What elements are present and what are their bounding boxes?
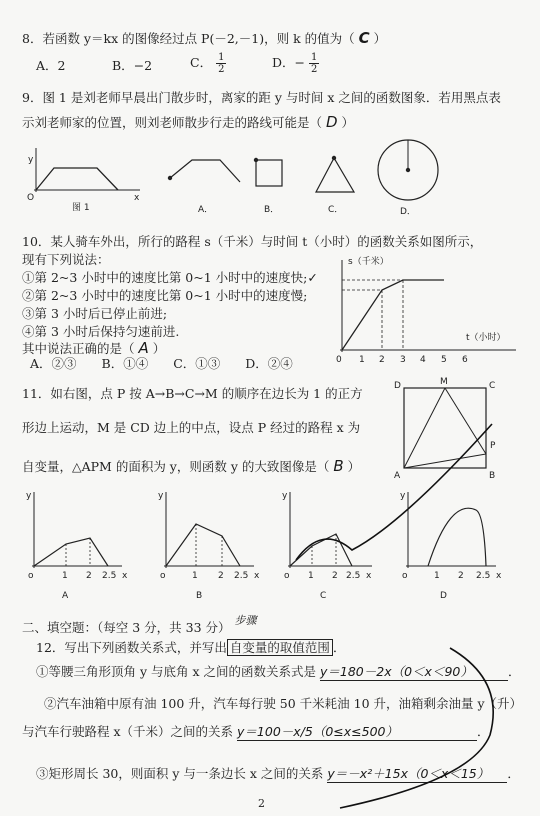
q11-graph-tick: 1 — [308, 571, 314, 581]
q11-graph-tick: o — [284, 571, 290, 581]
section2-title: 二、填空题：（每空 3 分，共 33 分） 步骤 — [22, 614, 257, 635]
q10-graph-xtick: 1 — [359, 355, 365, 365]
q11-graph-tick: 2.5 — [476, 571, 491, 581]
q9-fig1-y: y — [28, 155, 34, 165]
q12-item-2-line1: ②汽车油箱中原有油 100 升，汽车每行驶 50 千米耗油 10 升，油箱剩余油量 y（升） — [44, 696, 523, 711]
q11-option-label-d: D — [440, 591, 447, 601]
q11-graph-tick: o — [28, 571, 34, 581]
handwritten-curve — [300, 640, 520, 810]
q10-options: A．②③ B．①④ C．①③ D．②④ — [30, 356, 293, 371]
q11-option-label-b: B — [196, 591, 203, 601]
q10-line2: 现有下列说法： — [22, 252, 110, 267]
q8-answer: C — [358, 29, 370, 47]
q9-option-a-figure — [168, 160, 240, 215]
q10-graph-origin: 0 — [336, 355, 342, 365]
q8-option-a: A．2 — [36, 58, 66, 73]
q9-figures — [22, 140, 522, 220]
q8-stem: 8．若函数 y＝kx 的图像经过点 P(－2,－1)，则 k 的值为（ C ） — [22, 29, 387, 47]
q12-item-3: ③矩形周长 30，则面积 y 与一条边长 x 之间的关系 y＝－x²＋15x（0＜x＜15） ． — [36, 766, 520, 781]
q11-graph-tick: x — [122, 571, 128, 581]
q11-graph-tick: 1 — [434, 571, 440, 581]
q9-label-d: D． — [400, 207, 416, 217]
q11-graph-tick: x — [366, 571, 372, 581]
q9-fig1-x: x — [134, 193, 140, 203]
q11-graph-tick: x — [254, 571, 260, 581]
q10-statement-1: ①第 2~3 小时中的速度比第 0~1 小时中的速度快;✓ — [22, 270, 318, 285]
q10-answer: A — [138, 339, 149, 357]
q10-line1: 10．某人骑车外出，所行的路程 s（千米）与时间 t（小时）的函数关系如图所示， — [22, 234, 483, 249]
q11-graph-y: y — [282, 491, 288, 501]
q11-label-p: P — [490, 441, 496, 451]
q12-answer-1: y＝180－2x（0＜x＜90） — [320, 664, 508, 681]
q11-option-label-a: A — [62, 591, 69, 601]
q12-item-2-line2: 与汽车行驶路程 x（千米）之间的关系 y＝100－x/5（0≤x≤500） ． — [22, 724, 490, 739]
q11-graph-tick: 2 — [218, 571, 224, 581]
q10-graph — [326, 254, 526, 366]
q11-square-figure — [390, 378, 500, 482]
q10-graph-xtick: 5 — [441, 355, 447, 365]
q9-option-d-figure — [378, 140, 438, 217]
q11-answer: B — [333, 457, 344, 475]
q11-line1: 11．如右图，点 P 按 A→B→C→M 的顺序在边长为 1 的正方 — [22, 386, 363, 401]
q11-option-label-c: C — [320, 591, 327, 601]
q10-statement-3: ③第 3 小时后已停止前进; — [22, 306, 168, 321]
q8-option-c: C． $\frac{1}{2}$ — [190, 52, 225, 75]
q11-label-c: C — [489, 381, 496, 391]
q9-fig1-origin: O — [27, 193, 35, 203]
q11-graph-tick: 1 — [192, 571, 198, 581]
q9-label-a: A． — [198, 205, 214, 215]
q11-graph-tick: o — [402, 571, 408, 581]
q11-label-b: B — [489, 471, 496, 481]
q11-graph-d — [400, 491, 502, 601]
q11-graph-y: y — [400, 491, 406, 501]
q11-graph-tick: 2.5 — [346, 571, 361, 581]
q11-graph-tick: 2 — [332, 571, 338, 581]
q10-question: 其中说法正确的是（ A ） — [22, 339, 166, 357]
q9-answer: D — [326, 113, 338, 131]
q10-graph-xtick: 4 — [420, 355, 426, 365]
q11-graph-tick: x — [496, 571, 502, 581]
q12-line: 12．写出下列函数关系式，并写出 自变量的取值范围 ． — [36, 640, 346, 655]
q10-statement-2: ②第 2~3 小时中的速度比第 0~1 小时中的速度慢; — [22, 288, 308, 303]
q9-fig1-caption: 图 1 — [72, 203, 90, 213]
q10-graph-xlabel: t（小时） — [466, 333, 506, 343]
q9-line1: 9．图 1 是刘老师早晨出门散步时，离家的距 y 与时间 x 之间的函数图象．若用黑点表 — [22, 90, 501, 105]
q9-option-b-figure — [254, 158, 282, 215]
page-number: 2 — [258, 797, 265, 810]
q11-line3: 自变量，△APM 的面积为 y，则函数 y 的大致图像是（ B ） — [22, 457, 361, 475]
section2-note: 步骤 — [234, 614, 257, 627]
q9-label-c: C． — [328, 205, 344, 215]
q11-graph-tick: 2 — [86, 571, 92, 581]
q11-graph-a — [26, 491, 128, 601]
q10-graph-xtick: 2 — [379, 355, 385, 365]
q9-line2: 示刘老师家的位置，则刘老师散步行走的路线可能是（ D ） — [22, 113, 355, 131]
q11-label-d: D — [394, 381, 401, 391]
q11-line2: 形边上运动，M 是 CD 边上的中点，设点 P 经过的路程 x 为 — [22, 420, 361, 435]
q11-graph-tick: 1 — [62, 571, 68, 581]
q11-graph-b — [158, 491, 260, 601]
q11-graph-y: y — [158, 491, 164, 501]
q11-option-graphs — [22, 484, 522, 604]
q10-statement-4: ④第 3 小时后保持匀速前进. — [22, 324, 180, 339]
q10-graph-ylabel: s（千米） — [348, 257, 389, 267]
q11-label-a: A — [394, 471, 401, 481]
q10-graph-xtick: 3 — [400, 355, 406, 365]
q9-fig1-graph — [27, 148, 140, 213]
q9-label-b: B． — [264, 205, 280, 215]
q11-graph-y: y — [26, 491, 32, 501]
q12-item-1: ①等腰三角形顶角 y 与底角 x 之间的函数关系式是 y＝180－2x（0＜x＜90） ． — [36, 664, 521, 679]
q11-graph-tick: 2 — [458, 571, 464, 581]
q11-graph-tick: 2.5 — [102, 571, 117, 581]
q12-answer-2: y＝100－x/5（0≤x≤500） — [237, 724, 477, 741]
q11-label-m: M — [440, 377, 448, 387]
q8-option-b: B．−2 — [112, 58, 153, 73]
q12-answer-3: y＝－x²＋15x（0＜x＜15） — [327, 766, 507, 783]
q8-option-d: D．− $\frac{1}{2}$ — [272, 52, 318, 75]
q10-graph-xtick: 6 — [462, 355, 468, 365]
q11-graph-tick: 2.5 — [234, 571, 249, 581]
q9-option-c-figure — [316, 156, 354, 215]
q11-graph-tick: o — [160, 571, 166, 581]
